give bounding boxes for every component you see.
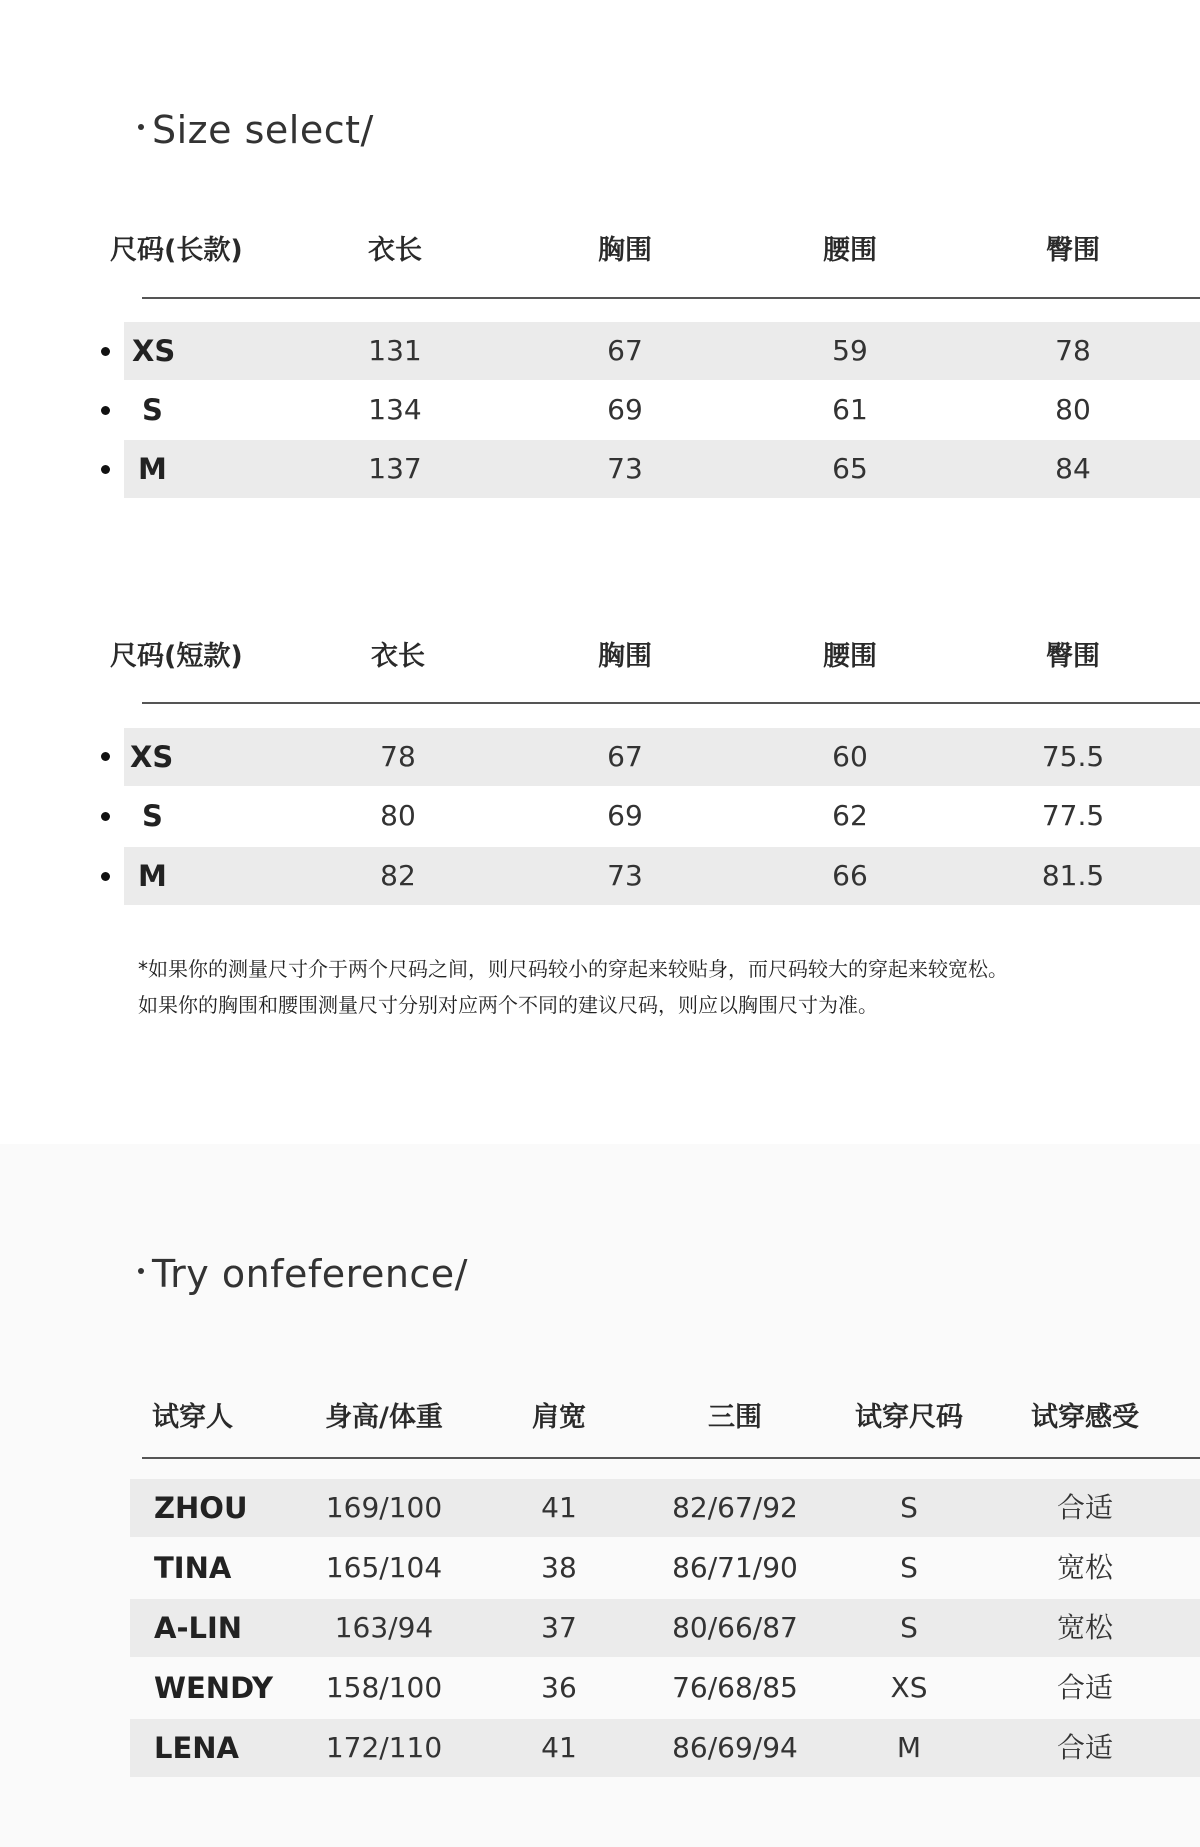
table-cell: 163/94 [334, 1611, 434, 1644]
table-cell: 75.5 [1041, 740, 1105, 773]
try-header-height-weight: 身高/体重 [325, 1402, 443, 1433]
table-cell: 82 [380, 859, 416, 892]
person-name: LENA [154, 1731, 240, 1765]
size-label: XS [132, 334, 176, 368]
try-header-size: 试穿尺码 [855, 1402, 963, 1433]
try-header-divider [142, 1457, 1200, 1459]
table-cell: 合适 [1056, 1491, 1114, 1524]
bullet-icon [101, 465, 110, 474]
size-label: S [142, 393, 163, 427]
table-cell: 80/66/87 [672, 1611, 798, 1644]
short-header-length: 衣长 [371, 641, 425, 672]
bullet-icon [101, 347, 110, 356]
table-cell: 合适 [1056, 1731, 1114, 1764]
table-cell: 81.5 [1041, 859, 1105, 892]
title-dot-icon [138, 124, 144, 130]
table-cell: 37 [541, 1611, 577, 1644]
table-cell: 67 [607, 740, 643, 773]
long-header-divider [142, 297, 1200, 299]
table-cell: 61 [832, 393, 868, 426]
try-header-feel: 试穿感受 [1031, 1402, 1139, 1433]
person-name: ZHOU [154, 1491, 248, 1525]
table-cell: 76/68/85 [672, 1671, 798, 1704]
table-row [124, 728, 1200, 786]
table-cell: 77.5 [1041, 799, 1105, 832]
size-label: M [138, 452, 167, 486]
title-dot-icon [138, 1268, 144, 1274]
long-header-chest: 胸围 [598, 235, 652, 266]
table-cell: 131 [368, 334, 422, 367]
size-note-1: *如果你的测量尺寸介于两个尺码之间，则尺码较小的穿起来较贴身，而尺码较大的穿起来较宽松。 [138, 957, 1008, 981]
table-row [130, 1719, 1200, 1777]
table-cell: 80 [380, 799, 416, 832]
table-cell: 134 [368, 393, 422, 426]
short-header-divider [142, 702, 1200, 704]
size-label: S [142, 799, 163, 833]
long-header-hip: 臀围 [1046, 235, 1100, 266]
table-cell: 宽松 [1056, 1551, 1114, 1584]
table-cell: S [900, 1611, 918, 1644]
table-cell: 41 [541, 1491, 577, 1524]
table-row [124, 847, 1200, 905]
table-row [124, 381, 1200, 439]
short-header-waist: 腰围 [823, 641, 877, 672]
table-cell: 60 [832, 740, 868, 773]
table-cell: 80 [1055, 393, 1091, 426]
try-header-measurements: 三围 [708, 1402, 762, 1433]
table-row [130, 1539, 1200, 1597]
table-cell: 合适 [1056, 1671, 1114, 1704]
table-cell: 62 [832, 799, 868, 832]
table-cell: XS [890, 1671, 928, 1704]
table-cell: 78 [1055, 334, 1091, 367]
table-cell: S [900, 1491, 918, 1524]
try-section-title: Try onfeference/ [138, 1252, 468, 1296]
bullet-icon [101, 752, 110, 761]
table-row [124, 322, 1200, 380]
table-cell: 84 [1055, 452, 1091, 485]
table-cell: 78 [380, 740, 416, 773]
table-cell: 69 [607, 799, 643, 832]
long-header-length: 衣长 [368, 235, 422, 266]
table-cell: 169/100 [325, 1491, 443, 1524]
table-row [130, 1599, 1200, 1657]
table-cell: 165/104 [325, 1551, 443, 1584]
bullet-icon [101, 812, 110, 821]
table-row [124, 440, 1200, 498]
table-cell: 65 [832, 452, 868, 485]
try-header-person: 试穿人 [152, 1402, 233, 1433]
table-cell: 41 [541, 1731, 577, 1764]
person-name: TINA [154, 1551, 232, 1585]
long-header-waist: 腰围 [823, 235, 877, 266]
table-cell: 137 [368, 452, 422, 485]
table-cell: 158/100 [325, 1671, 443, 1704]
table-cell: M [896, 1731, 922, 1764]
long-header-size: 尺码(长款) [110, 235, 243, 266]
table-row [130, 1479, 1200, 1537]
table-cell: S [900, 1551, 918, 1584]
size-section-title: Size select/ [138, 108, 374, 152]
size-label: M [138, 859, 167, 893]
table-cell: 38 [541, 1551, 577, 1584]
short-header-chest: 胸围 [598, 641, 652, 672]
table-cell: 73 [607, 452, 643, 485]
person-name: WENDY [154, 1671, 274, 1705]
table-cell: 73 [607, 859, 643, 892]
short-header-size: 尺码(短款) [110, 641, 243, 672]
bullet-icon [101, 406, 110, 415]
short-header-hip: 臀围 [1046, 641, 1100, 672]
table-cell: 69 [607, 393, 643, 426]
table-cell: 66 [832, 859, 868, 892]
person-name: A-LIN [154, 1611, 243, 1645]
table-cell: 67 [607, 334, 643, 367]
size-note-2: 如果你的胸围和腰围测量尺寸分别对应两个不同的建议尺码，则应以胸围尺寸为准。 [138, 993, 878, 1017]
try-header-shoulder: 肩宽 [532, 1402, 586, 1433]
table-cell: 宽松 [1056, 1611, 1114, 1644]
table-row [130, 1659, 1200, 1717]
table-cell: 36 [541, 1671, 577, 1704]
table-row [124, 787, 1200, 845]
table-cell: 86/71/90 [672, 1551, 798, 1584]
table-cell: 86/69/94 [672, 1731, 798, 1764]
size-label: XS [130, 740, 174, 774]
table-cell: 82/67/92 [672, 1491, 798, 1524]
bullet-icon [101, 872, 110, 881]
table-cell: 172/110 [325, 1731, 443, 1764]
table-cell: 59 [832, 334, 868, 367]
